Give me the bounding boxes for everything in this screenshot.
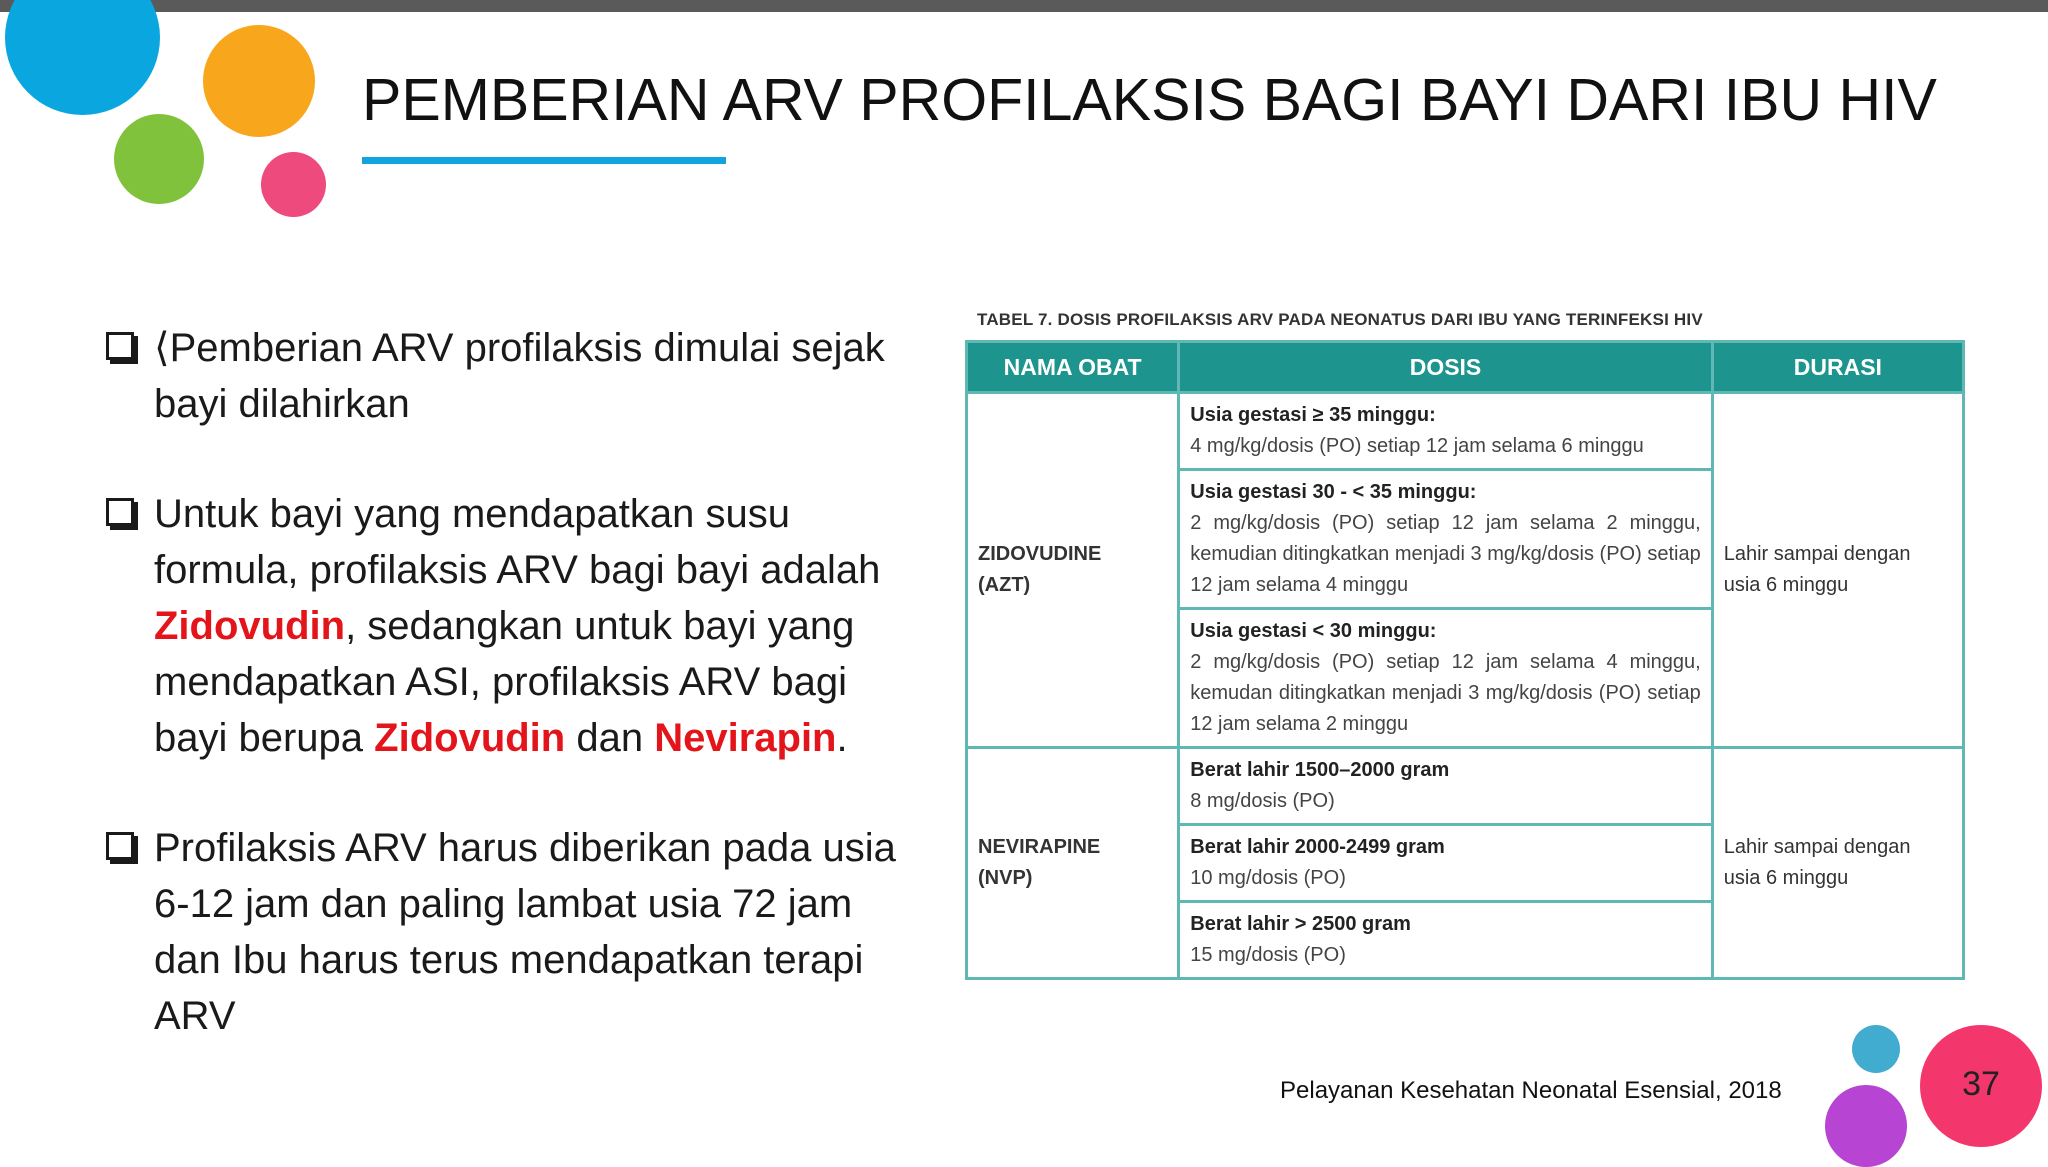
bullet-text: Profilaksis ARV harus diberikan pada usia 6-12 jam dan paling lambat usia 72 jam dan Ibu harus terus mendapatkan terapi ARV [154,826,896,1038]
decorative-circle-blue [5,0,160,115]
dose-table-figure [965,310,1965,980]
header-drug-name: NAMA OBAT [967,342,1179,393]
decorative-circle-light-blue [1852,1025,1900,1073]
bullet-item [100,320,920,432]
decorative-circle-orange [203,25,315,137]
page-number: 37 [1962,1065,2000,1103]
dose-condition: Usia gestasi < 30 minggu: [1190,620,1437,642]
footer-source: Pelayanan Kesehatan Neonatal Esensial, 2018 [1280,1077,1782,1104]
slide-title: PEMBERIAN ARV PROFILAKSIS BAGI BAYI DARI IBU HIV [362,67,1937,133]
checkbox-bullet-icon [106,832,134,860]
dose-condition: Berat lahir 1500–2000 gram [1190,759,1450,781]
dose-cell [1179,609,1712,748]
dose-cell [1179,902,1712,979]
drug-abbrev: (AZT) [978,574,1031,596]
drug-cell-nevirapine [967,748,1179,979]
decorative-circle-green [114,114,204,204]
highlight-zidovudin: Zidovudin [374,716,566,760]
dose-condition: Usia gestasi ≥ 35 minggu: [1190,404,1436,426]
bullet-item [100,486,920,766]
dose-cell [1179,748,1712,825]
highlight-nevirapin: Nevirapin [654,716,837,760]
bullet-text: Untuk bayi yang mendapatkan susu formula, profilaksis ARV bagi bayi adalah [154,492,881,592]
duration-cell: Lahir sampai dengan usia 6 minggu [1712,393,1963,748]
drug-name: NEVIRAPINE [978,836,1101,858]
dose-condition: Berat lahir > 2500 gram [1190,913,1411,935]
dose-cell [1179,470,1712,609]
bullet-text: , sedangkan untuk bayi yang mendapatkan ASI, profilaksis ARV bagi bayi berupa [154,604,855,760]
drug-cell-zidovudine [967,393,1179,748]
checkbox-bullet-icon [106,498,134,526]
top-bar [0,0,2048,12]
dose-cell [1179,393,1712,470]
decorative-circle-purple [1825,1085,1907,1167]
dose-instruction: 2 mg/kg/dosis (PO) setiap 12 jam selama 2 minggu, kemudian ditingkatkan menjadi 3 mg/kg/dosis (PO) setiap 12 jam selama 4 minggu [1190,512,1701,596]
bullet-list [100,320,920,1098]
bullet-text: ⟨Pemberian ARV profilaksis dimulai sejak bayi dilahirkan [154,326,885,426]
table-row [967,748,1964,825]
header-dose: DOSIS [1179,342,1712,393]
dose-condition: Usia gestasi 30 - < 35 minggu: [1190,481,1477,503]
dose-instruction: 4 mg/kg/dosis (PO) setiap 12 jam selama 6 minggu [1190,435,1644,457]
dose-table [965,340,1965,980]
dose-instruction: 15 mg/dosis (PO) [1190,944,1346,966]
table-caption: TABEL 7. DOSIS PROFILAKSIS ARV PADA NEONATUS DARI IBU YANG TERINFEKSI HIV [977,310,1703,329]
dose-condition: Berat lahir 2000-2499 gram [1190,836,1445,858]
dose-cell [1179,825,1712,902]
table-row [967,393,1964,470]
dose-instruction: 8 mg/dosis (PO) [1190,790,1335,812]
bullet-text: . [836,716,848,760]
bullet-item [100,820,920,1044]
decorative-circle-pink [261,152,326,217]
dose-instruction: 2 mg/kg/dosis (PO) setiap 12 jam selama 4 minggu, kemudan ditingkatkan menjadi 3 mg/kg/dosis (PO) setiap 12 jam selama 2 minggu [1190,651,1701,735]
checkbox-bullet-icon [106,332,134,360]
drug-abbrev: (NVP) [978,867,1033,889]
duration-cell: Lahir sampai dengan usia 6 minggu [1712,748,1963,979]
title-underline [362,157,726,164]
highlight-zidovudin: Zidovudin [154,604,346,648]
drug-name: ZIDOVUDINE [978,543,1102,565]
header-duration: DURASI [1712,342,1963,393]
dose-instruction: 10 mg/dosis (PO) [1190,867,1346,889]
bullet-text: dan [565,716,655,760]
